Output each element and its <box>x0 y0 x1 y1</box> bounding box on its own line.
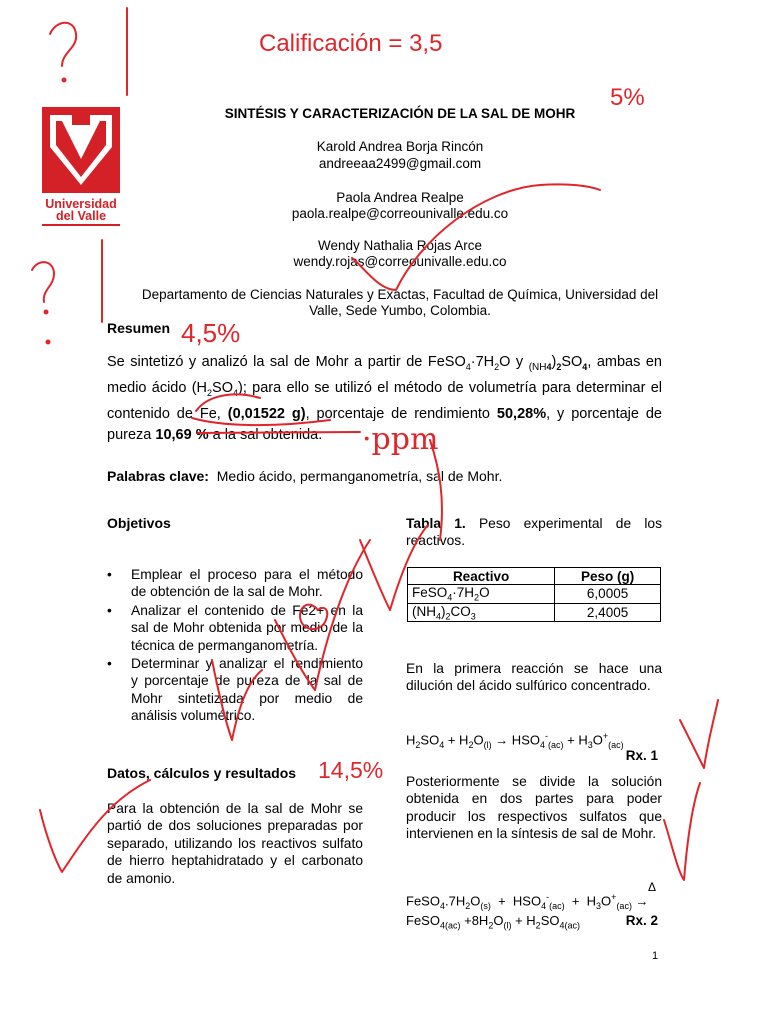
abstract-heading: Resumen <box>107 320 171 336</box>
yield-value: 50,28% <box>496 405 547 422</box>
reaction-text-1: En la primera reacción se hace una dilución del ácido sulfúrico concentrado. <box>406 661 662 694</box>
keywords <box>107 468 502 484</box>
purity-value: 10,69 % <box>155 426 209 443</box>
author-3-email: wendy.rojas@correounivalle.edu.co <box>293 254 507 269</box>
abstract-text: Se sintetizó y analizó la sal de Mohr a partir de $FeSO_4\cdot 7H_2O$ y $_{(NH4})_2SO_4$, ambas en medio ácido $(H_2SO_4)$; para ello se utilizó el método de volumetría para determinar el contenido de Fe, (0,01522 g), porcentaje de rendimiento 50,28%, y porcentaje de pureza 10,69 % a la sal obtenida. <box>107 354 663 443</box>
paper-title: SINTÉSIS Y CARACTERIZACIÓN DE LA SAL DE MOHR <box>224 106 576 121</box>
objectives-heading: Objetivos <box>107 515 171 531</box>
objective-item: • Determinar y analizar el rendimiento y porcentaje de pureza de la sal de Mohr sintetizada por medio de análisis volumétrico. <box>107 655 363 725</box>
table-cell-weight: 2,4005 <box>555 603 661 622</box>
logo-underline <box>42 224 120 226</box>
objectives-list <box>107 566 363 726</box>
table-cell-weight: 6,0005 <box>555 585 661 604</box>
affiliation-line-1: Departamento de Ciencias Naturales y Exactas, Facultad de Química, Universidad del <box>141 287 659 302</box>
grade-annotation: Calificación = 3,5 <box>259 30 443 57</box>
table-caption: Tabla 1. Peso experimental de los reactivos. <box>406 516 662 549</box>
delta-symbol: Δ <box>648 880 657 894</box>
fe-content-value: (0,01522 g) <box>227 405 306 422</box>
reaction-1-label: Rx. 1 <box>625 748 658 763</box>
objective-item: • Emplear el proceso para el método de obtención de la sal de Mohr. <box>107 566 363 601</box>
table-cell-reagent: $(NH_4)_2CO_3$ <box>408 603 555 622</box>
reaction-2-equation-line2: FeSO$_{4(ac)}$ $+8H_2O_{(l)} + H_2SO_{4(ac)}$ <box>406 913 580 931</box>
table-header-row <box>408 568 661 585</box>
question-mark-icon <box>32 262 54 302</box>
logo-text-line2: del Valle <box>55 209 107 223</box>
title-score-annotation: 5% <box>610 84 645 111</box>
university-logo <box>42 107 120 222</box>
table-header-reagent: Reactivo <box>408 568 555 585</box>
objective-item: • Analizar el contenido de Fe2+ en la sal de Mohr obtenida por medio de la técnica de permanganometría. <box>107 602 363 654</box>
results-heading: Datos, cálculos y resultados <box>107 765 297 781</box>
university-shield-icon <box>42 107 120 193</box>
reagents-table <box>407 567 661 622</box>
table-row <box>408 603 661 622</box>
ppm-annotation: ·ppm <box>362 422 439 457</box>
table-row <box>408 585 661 604</box>
reaction-2-label: Rx. 2 <box>625 913 658 928</box>
affiliation <box>100 287 700 319</box>
reaction-1-equation: $H_2SO_4 + H_2O_{(l)} \to HSO_4^-_{(ac)} + H_3O^+_{(ac)}$ <box>406 731 624 750</box>
keywords-text: Medio ácido, permanganometría, sal de Mohr. <box>216 468 503 484</box>
reaction-2-equation-line1: $FeSO_4.7H_2O_{(s)} + HSO_4^-_{(ac)} + H_3O^+_{(ac)}$ → <box>406 892 649 911</box>
keywords-label: Palabras clave: <box>107 468 209 484</box>
author-2-email: paola.realpe@correounivalle.edu.co <box>291 206 509 221</box>
author-2-name: Paola Andrea Realpe <box>336 190 464 205</box>
abstract-score-annotation: 4,5% <box>181 318 241 348</box>
author-3-name: Wendy Nathalia Rojas Arce <box>317 238 483 253</box>
logo-text-line1: Universidad <box>45 197 117 211</box>
author-1-email: andreeaa2499@gmail.com <box>318 156 482 171</box>
table-header-weight: Peso (g) <box>555 568 661 585</box>
results-score-annotation: 14,5% <box>318 757 384 783</box>
table-cell-reagent: $FeSO_4\cdot 7H_2O$ <box>408 585 555 604</box>
question-mark-icon <box>50 23 76 66</box>
results-text: Para la obtención de la sal de Mohr se partió de dos soluciones preparadas por separado, utilizando los reactivos sulfato de hierro heptahidratado y el carbonato de amonio. <box>107 801 363 886</box>
page-number: 1 <box>652 950 659 962</box>
affiliation-line-2: Valle, Sede Yumbo, Colombia. <box>309 303 491 318</box>
reaction-text-2: Posteriormente se divide la solución obtenida en dos partes para poder producir los respectivos sulfatos que intervienen en la síntesis de sal de Mohr. <box>406 774 662 842</box>
author-1-name: Karold Andrea Borja Rincón <box>316 139 484 154</box>
